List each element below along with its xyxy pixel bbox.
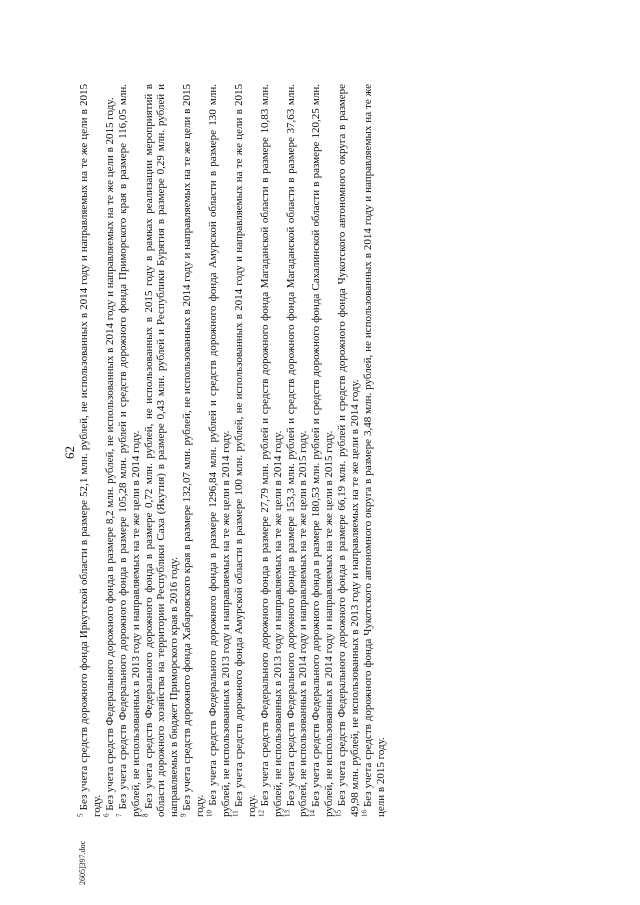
footnote-marker: 5 xyxy=(76,813,85,817)
footnote-marker: 6 xyxy=(102,813,111,817)
footnote-text: Без учета средств Федерального дорожного фонда в размере 1296,84 млн. рублей и средств дорожного фонда Амурской области в размере 130 млн. рублей, не использованных в 2013 году и направляемых на те же цели в 2014 году. xyxy=(207,83,232,817)
footnote-text: Без учета средств дорожного фонда Хабаровского края в размере 132,07 млн. рублей, не использованных в 2014 году и направляемых на те же цели в 2015 году. xyxy=(181,83,207,817)
footnote-6 xyxy=(104,84,117,817)
footnote-marker: 7 xyxy=(115,813,124,817)
footnote-text: Без учета средств дорожного фонда Амурской области в размере 100 млн. рублей, не использованных в 2014 году и направляемых на те же цели в 2015 году. xyxy=(232,84,258,817)
footnote-text: Без учета средств Федерального дорожного фонда в размере 8,2 млн. рублей, не использованных в 2014 году и направляемых на те же цели в 2015 году. xyxy=(103,97,116,811)
footnote-text: Без учета средств дорожного фонда Чукотского автономного округа в размере 3,48 млн. рублей, не использованных в 2014 году и направляемых на те же цели в 2015 году. xyxy=(361,84,387,817)
footnote-16 xyxy=(362,84,388,817)
footnote-text: Без учета средств Федерального дорожного фонда в размере 66,19 млн. рублей и средств дорожного фонда Чукотского автономного округа в размере 49,98 млн. рублей, не использованных в 2013 году и направляемых на те же цели в 2014 году. xyxy=(336,83,362,817)
footnote-text: Без учета средств Федерального дорожного фонда в размере 105,28 млн. рублей и средств дорожного фонда Приморского края в размере 116,05 млн. рублей, не использованных в 2013 году и направляемых на те же цели в 2014 году. xyxy=(116,83,142,817)
footnote-text: Без учета средств дорожного фонда Иркутской области в размере 52,1 млн. рублей, не использованных в 2014 году и направляемых на те же цели в 2015 году. xyxy=(78,84,103,817)
footnote-13 xyxy=(282,83,311,817)
footnote-marker: 8 xyxy=(140,813,149,817)
footnote-10 xyxy=(207,84,233,817)
footnote-marker: 16 xyxy=(360,810,369,817)
footnote-7 xyxy=(117,84,143,817)
footnote-marker: 15 xyxy=(334,810,343,817)
page-number: 62 xyxy=(62,446,77,459)
footnote-5 xyxy=(78,84,104,817)
footnote-text: Без учета средств Федерального дорожного фонда в размере 0,72 млн. рублей, не использованных в 2015 году в рамках реализации мероприятий в области дорожного хозяйства на территории Республики Саха (Якутия) в размере 0,43 млн. рублей и Республики Бурятия в размере 0,29 млн. рублей и направляемых в бюджет Приморского края в 2016 году. xyxy=(142,83,181,817)
footnote-9 xyxy=(181,84,207,817)
footnote-14 xyxy=(310,84,336,817)
footnote-12 xyxy=(259,84,285,817)
footnotes-list xyxy=(78,84,388,817)
footnote-15 xyxy=(336,84,362,817)
footnote-text: Без учета средств Федерального дорожного фонда в размере 180,53 млн. рублей и средств дорожного фонда Сахалинской области в размере 120,25 млн. рублей, не использованных в 2014 году и направляемых на те же цели в 2015 году. xyxy=(310,84,336,817)
footnote-text: Без учета средств Федерального дорожного фонда в размере 153,3 млн. рублей и средств дорожного фонда Магаданской области в размере 37,63 млн. рублей, не использованных в 2014 году и направляемых на те же цели в 2015 году. xyxy=(284,83,310,817)
footnote-marker: 10 xyxy=(205,810,214,817)
footnote-11 xyxy=(233,84,259,817)
footnote-marker: 14 xyxy=(308,810,317,817)
footnote-marker: 11 xyxy=(231,810,240,817)
footnote-8 xyxy=(140,83,182,817)
footnote-marker: 9 xyxy=(179,813,188,817)
document-code: 2605]397.doc xyxy=(78,840,87,885)
footnote-marker: 12 xyxy=(257,810,266,817)
footnote-marker: 13 xyxy=(282,810,291,817)
footnote-text: Без учета средств Федерального дорожного фонда в размере 27,79 млн. рублей и средств дорожного фонда Магаданской области в размере 10,83 млн. рублей, не использованных в 2013 году и направляемых на те же цели в 2014 году. xyxy=(258,83,284,817)
